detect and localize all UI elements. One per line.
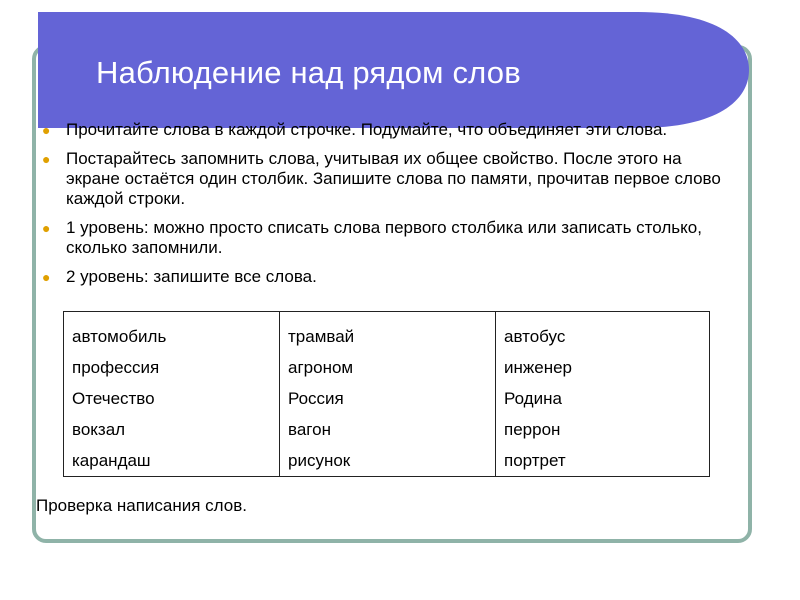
bullet-item [40,267,730,287]
bullet-text: Постарайтесь запомнить слова, учитывая их общее свойство. После этого на экране остаётся один столбик. Запишите слова по памяти, прочитав первое слово каждой строки. [66,149,721,208]
table-cell: автомобиль [72,327,167,346]
bullet-text: 1 уровень: можно просто списать слова первого столбика или записать столько, сколько запомнили. [66,218,702,257]
table-cell: трамвай [288,327,355,346]
bullet-dot-icon: ● [42,151,51,167]
table-cell: профессия [72,358,160,377]
table-cell: перрон [504,420,561,439]
table-cell: Отечество [72,389,155,408]
bullet-list [40,120,730,296]
bullet-item [40,149,730,209]
table-column-3 [496,312,709,476]
table-cell: Россия [288,389,344,408]
table-cell: автобус [504,327,566,346]
bullet-text: 2 уровень: запишите все слова. [66,267,317,286]
table-column-2 [280,312,496,476]
table-cell: рисунок [288,451,351,470]
table-cell: карандаш [72,451,151,470]
table-cell: вагон [288,420,331,439]
table-cell: агроном [288,358,354,377]
word-table [63,311,710,477]
bullet-text: Прочитайте слова в каждой строчке. Подумайте, что объединяет эти слова. [66,120,668,139]
slide-title: Наблюдение над рядом слов [96,55,521,90]
table-cell: портрет [504,451,566,470]
table-cell: инженер [504,358,573,377]
table-cell: вокзал [72,420,126,439]
bullet-dot-icon: ● [42,220,51,236]
table-cell: Родина [504,389,562,408]
bullet-item [40,120,730,140]
footer-text: Проверка написания слов. [36,496,247,515]
bullet-item [40,218,730,258]
bullet-dot-icon: ● [42,269,51,285]
bullet-dot-icon: ● [42,122,51,138]
table-column-1 [64,312,280,476]
